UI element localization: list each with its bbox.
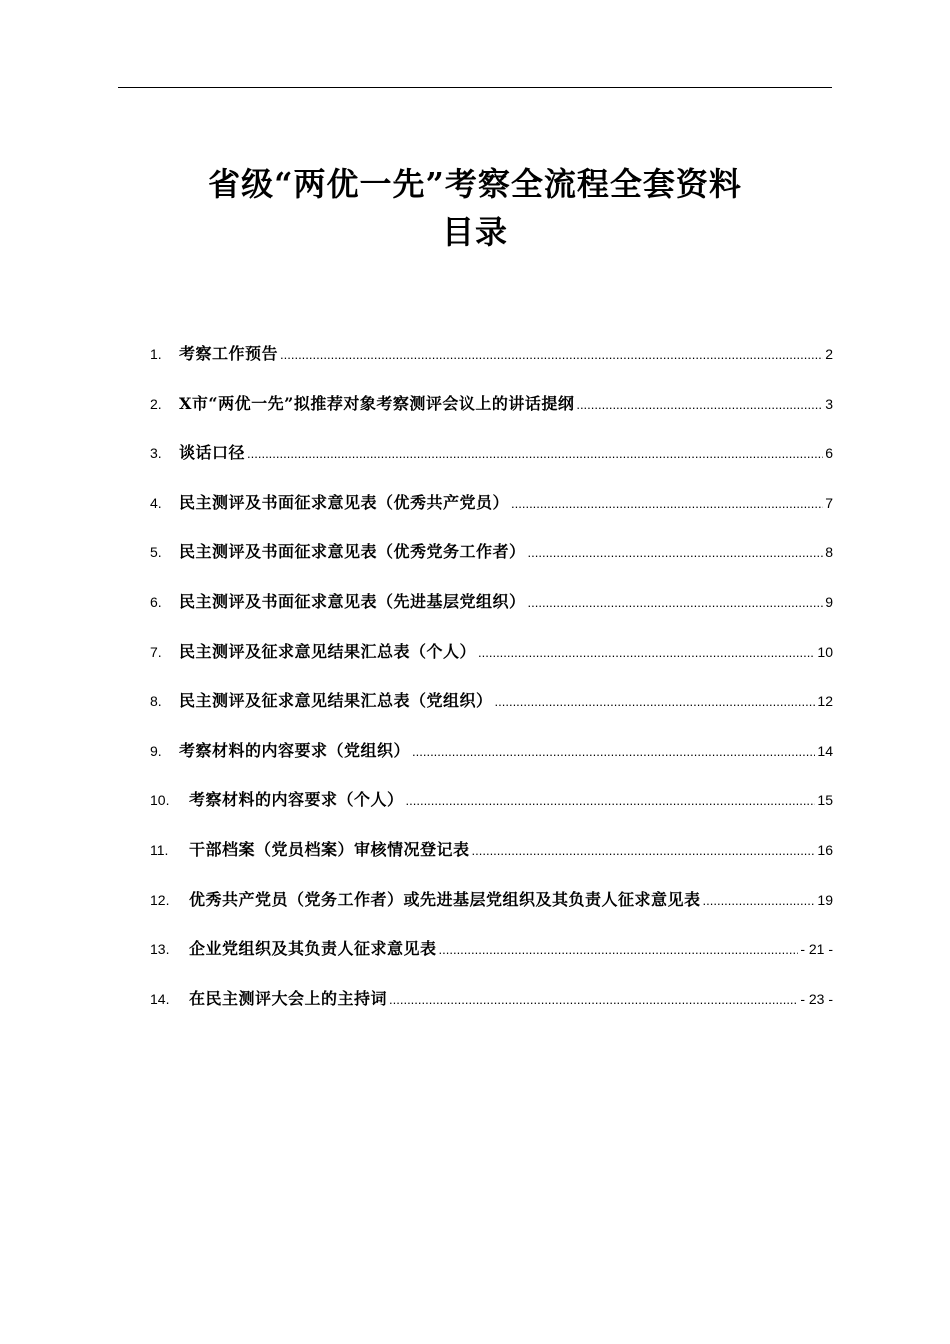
toc-dot-leader bbox=[389, 986, 798, 1014]
toc-entry-number: 8. bbox=[150, 693, 162, 710]
toc-entry-page: 14 bbox=[817, 742, 833, 759]
toc-entry-title: 民主测评及书面征求意见表（优秀党务工作者） bbox=[179, 542, 526, 562]
toc-dot-leader bbox=[478, 639, 815, 667]
toc-entry-title: 考察材料的内容要求（党组织） bbox=[179, 740, 411, 760]
toc-entry-title: 民主测评及征求意见结果汇总表（党组织） bbox=[179, 691, 493, 711]
toc-entry-title: 民主测评及征求意见结果汇总表（个人） bbox=[179, 641, 477, 661]
document-title bbox=[0, 160, 950, 256]
title-line-2: 目录 bbox=[441, 213, 508, 251]
toc-dot-leader bbox=[472, 837, 816, 865]
toc-entry[interactable] bbox=[150, 489, 833, 539]
toc-entry-page: 15 bbox=[817, 792, 833, 809]
toc-entry-number: 7. bbox=[150, 643, 162, 660]
toc-entry-title: X市“两优一先”拟推荐对象考察测评会议上的讲话提纲 bbox=[179, 393, 575, 413]
toc-entry-number: 14. bbox=[150, 990, 170, 1007]
toc-entry-page: 9 bbox=[825, 593, 833, 610]
toc-entry-number: 10. bbox=[150, 792, 170, 809]
toc-entry[interactable] bbox=[150, 687, 833, 737]
toc-dot-leader bbox=[576, 391, 823, 419]
toc-entry[interactable] bbox=[150, 786, 833, 836]
toc-entry-page: - 23 - bbox=[800, 990, 833, 1007]
toc-dot-leader bbox=[247, 440, 823, 468]
toc-entry-title: 在民主测评大会上的主持词 bbox=[189, 988, 388, 1008]
toc-entry[interactable] bbox=[150, 538, 833, 588]
toc-entry-number: 1. bbox=[150, 346, 162, 362]
toc-dot-leader bbox=[495, 688, 816, 716]
toc-entry-title: 优秀共产党员（党务工作者）或先进基层党组织及其负责人征求意见表 bbox=[189, 889, 701, 909]
toc-dot-leader bbox=[528, 539, 824, 567]
toc-entry[interactable] bbox=[150, 985, 833, 1035]
toc-dot-leader bbox=[280, 341, 823, 369]
toc-entry-title: 考察工作预告 bbox=[179, 344, 279, 363]
toc-dot-leader bbox=[406, 787, 816, 815]
toc-entry-number: 4. bbox=[150, 494, 162, 511]
toc-entry-page: 8 bbox=[825, 544, 833, 561]
toc-entry-number: 2. bbox=[150, 395, 162, 412]
toc-entry-page: 10 bbox=[817, 643, 833, 660]
toc-entry[interactable] bbox=[150, 935, 833, 985]
toc-dot-leader bbox=[528, 589, 824, 617]
toc-entry-title: 民主测评及书面征求意见表（优秀共产党员） bbox=[179, 492, 510, 512]
toc-entry-number: 3. bbox=[150, 445, 162, 462]
toc-dot-leader bbox=[412, 738, 815, 766]
toc-dot-leader bbox=[511, 490, 823, 518]
toc-entry-page: 7 bbox=[825, 494, 833, 511]
toc-entry-number: 13. bbox=[150, 941, 170, 958]
toc-entry-title: 民主测评及书面征求意见表（先进基层党组织） bbox=[179, 591, 526, 611]
toc-dot-leader bbox=[703, 887, 816, 915]
title-line-1: 省级“两优一先”考察全流程全套资料 bbox=[208, 165, 742, 203]
toc-entry-title: 干部档案（党员档案）审核情况登记表 bbox=[189, 839, 470, 859]
toc-entry-page: 3 bbox=[825, 395, 833, 412]
toc-entry-page: 19 bbox=[817, 891, 833, 908]
toc-entry-title: 考察材料的内容要求（个人） bbox=[189, 790, 404, 810]
toc-entry-page: 12 bbox=[817, 693, 833, 710]
toc-entry-page: 16 bbox=[817, 841, 833, 858]
toc-entry[interactable] bbox=[150, 390, 833, 440]
toc-entry-number: 5. bbox=[150, 544, 162, 561]
toc-entry-title: 企业党组织及其负责人征求意见表 bbox=[189, 939, 437, 959]
toc-entry-number: 6. bbox=[150, 593, 162, 610]
toc-entry-page: 6 bbox=[825, 445, 833, 462]
table-of-contents bbox=[150, 340, 833, 1034]
toc-entry-number: 9. bbox=[150, 742, 162, 759]
toc-entry-title: 谈话口径 bbox=[179, 443, 246, 463]
toc-dot-leader bbox=[439, 936, 799, 964]
toc-entry[interactable] bbox=[150, 439, 833, 489]
toc-entry[interactable] bbox=[150, 588, 833, 638]
toc-entry[interactable] bbox=[150, 638, 833, 688]
toc-entry-number: 11. bbox=[150, 841, 169, 858]
toc-entry[interactable] bbox=[150, 340, 833, 390]
toc-entry[interactable] bbox=[150, 737, 833, 787]
toc-entry[interactable] bbox=[150, 886, 833, 936]
toc-entry-page: 2 bbox=[825, 346, 833, 362]
header-rule bbox=[118, 87, 832, 88]
toc-entry-page: - 21 - bbox=[800, 941, 833, 958]
toc-entry-number: 12. bbox=[150, 891, 170, 908]
toc-entry[interactable] bbox=[150, 836, 833, 886]
